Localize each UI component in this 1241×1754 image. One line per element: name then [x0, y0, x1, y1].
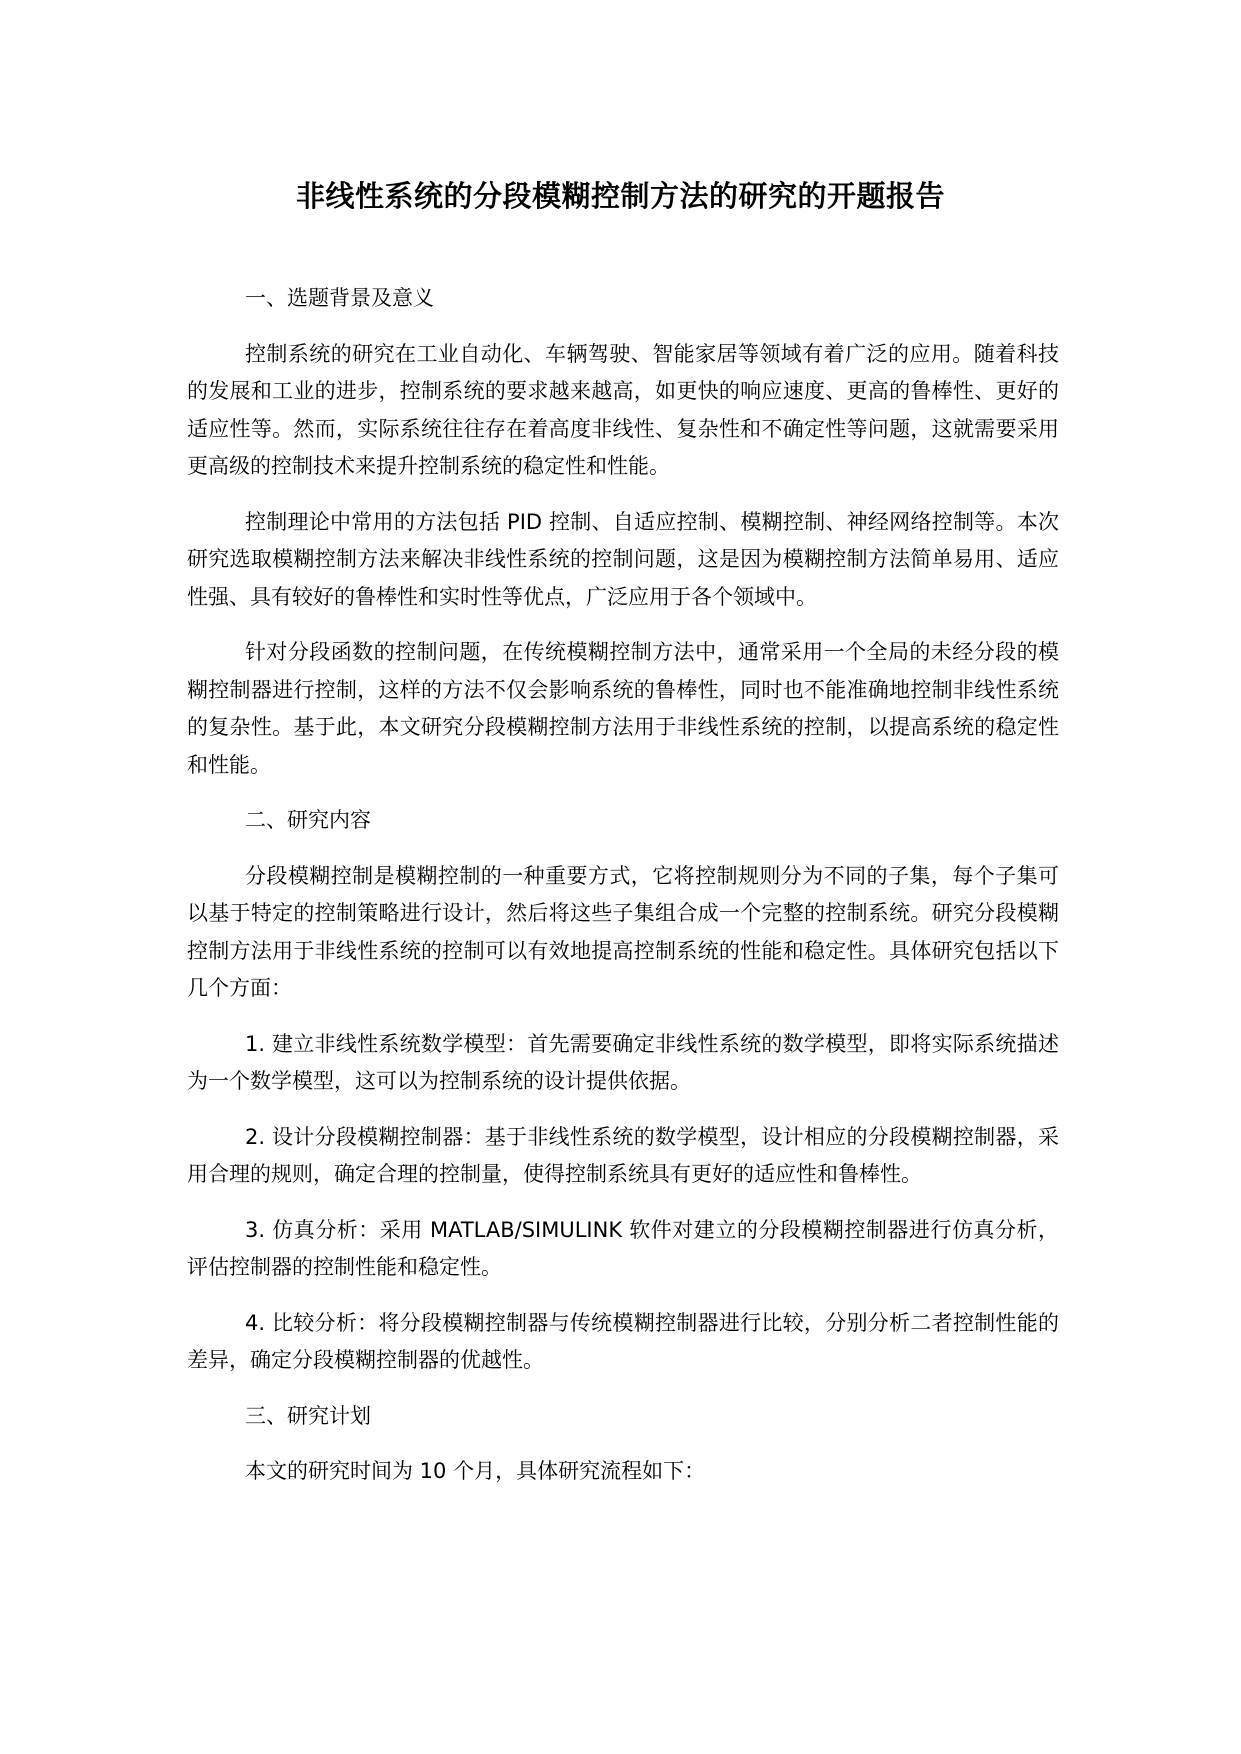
paragraph-background-2: 控制理论中常用的方法包括 PID 控制、自适应控制、模糊控制、神经网络控制等。本次研究选取模糊控制方法来解决非线性系统的控制问题，这是因为模糊控制方法简单易用、适应性强、具有较好的鲁棒性和实时性等优点，广泛应用于各个领域中。 — [187, 509, 1059, 609]
section-heading-background: 一、选题背景及意义 — [245, 286, 434, 310]
paragraph-background-1: 控制系统的研究在工业自动化、车辆驾驶、智能家居等领域有着广泛的应用。随着科技的发展和工业的进步，控制系统的要求越来越高，如更快的响应速度、更高的鲁棒性、更好的适应性等。然而，实际系统往往存在着高度非线性、复杂性和不确定性等问题，这就需要采用更高级的控制技术来提升控制系统的稳定性和性能。 — [187, 341, 1059, 478]
list-item-simulation: 3. 仿真分析：采用 MATLAB/SIMULINK 软件对建立的分段模糊控制器进行仿真分析，评估控制器的控制性能和稳定性。 — [187, 1217, 1059, 1279]
paragraph-content-intro: 分段模糊控制是模糊控制的一种重要方式，它将控制规则分为不同的子集，每个子集可以基于特定的控制策略进行设计，然后将这些子集组合成一个完整的控制系统。研究分段模糊控制方法用于非线性系统的控制可以有效地提高控制系统的性能和稳定性。具体研究包括以下几个方面： — [187, 863, 1059, 1000]
list-item-comparison: 4. 比较分析：将分段模糊控制器与传统模糊控制器进行比较，分别分析二者控制性能的差异，确定分段模糊控制器的优越性。 — [187, 1310, 1059, 1372]
document-title: 非线性系统的分段模糊控制方法的研究的开题报告 — [295, 179, 945, 213]
section-heading-plan: 三、研究计划 — [245, 1403, 371, 1428]
paragraph-background-3: 针对分段函数的控制问题，在传统模糊控制方法中，通常采用一个全局的未经分段的模糊控制器进行控制，这样的方法不仅会影响系统的鲁棒性，同时也不能准确地控制非线性系统的复杂性。基于此，本文研究分段模糊控制方法用于非线性系统的控制，以提高系统的稳定性和性能。 — [187, 640, 1059, 777]
document-body — [187, 280, 1059, 1509]
list-item-model: 1. 建立非线性系统数学模型：首先需要确定非线性系统的数学模型，即将实际系统描述为一个数学模型，这可以为控制系统的设计提供依据。 — [187, 1031, 1059, 1093]
list-item-controller-design: 2. 设计分段模糊控制器：基于非线性系统的数学模型，设计相应的分段模糊控制器，采用合理的规则，确定合理的控制量，使得控制系统具有更好的适应性和鲁棒性。 — [187, 1124, 1059, 1186]
section-heading-content: 二、研究内容 — [245, 808, 371, 832]
paragraph-plan-1: 本文的研究时间为 10 个月，具体研究流程如下： — [245, 1459, 706, 1483]
